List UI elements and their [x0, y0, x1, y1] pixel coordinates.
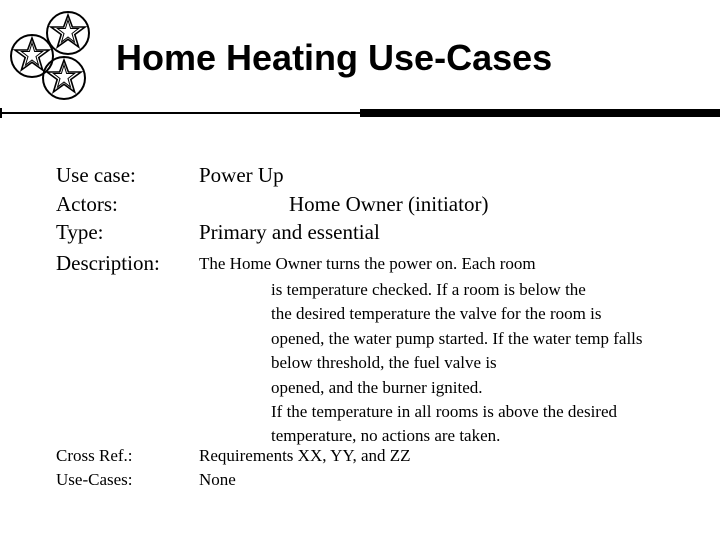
actors-value: Home Owner (initiator)	[289, 192, 489, 216]
description-lines	[271, 278, 643, 449]
description-line: below threshold, the fuel valve is	[271, 353, 497, 373]
description-line: temperature, no actions are taken.	[271, 426, 501, 446]
description-line: is temperature checked. If a room is below the	[271, 280, 586, 299]
description-line: opened, the water pump started. If the water temp falls	[271, 328, 643, 348]
snowflake-stars-logo-icon	[4, 6, 92, 104]
description-label: Description:	[56, 251, 160, 275]
type-label: Type:	[56, 220, 104, 244]
slide-title: Home Heating Use-Cases	[116, 37, 553, 78]
description-line: the desired temperature the valve for the room is	[271, 304, 602, 324]
use-case-label: Use case:	[56, 163, 136, 187]
cross-ref-label: Cross Ref.:	[56, 446, 133, 465]
use-cases-value: None	[199, 470, 236, 489]
use-cases-label: Use-Cases:	[56, 470, 133, 489]
use-case-value: Power Up	[199, 163, 284, 187]
cross-ref-value: Requirements XX, YY, and ZZ	[199, 446, 411, 465]
actors-label: Actors:	[56, 192, 118, 216]
description-first-line: The Home Owner turns the power on. Each room	[199, 254, 536, 273]
description-line: opened, and the burner ignited.	[271, 377, 483, 397]
description-line: If the temperature in all rooms is above the desired	[271, 402, 618, 422]
title-divider	[0, 108, 720, 120]
type-value: Primary and essential	[199, 220, 380, 244]
